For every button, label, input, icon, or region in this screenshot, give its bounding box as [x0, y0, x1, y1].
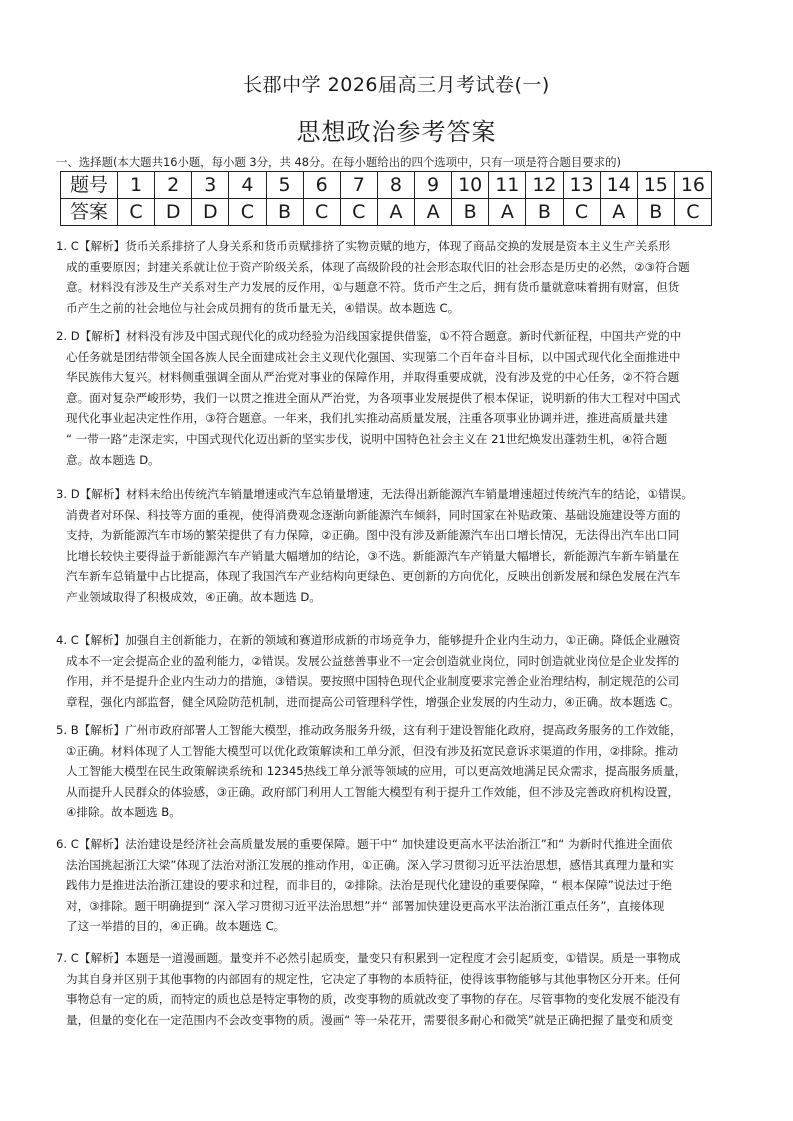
question-number: 8 [377, 172, 414, 199]
explanation-7 [56, 948, 742, 1030]
explanation-line: 对，③排除。题干明确提到“ 深入学习贯彻习近平法治思想”并“ 部署加快建设更高水平法治浙江重点任务”，直接体现 [66, 898, 665, 913]
explanation-line: ④排除。故本题选 B。 [66, 805, 181, 820]
explanation-line [56, 834, 742, 855]
explanation-text: C【解析】货币关系排挤了人身关系和货币贡赋排挤了实物贡赋的地方，体现了商品交换的发展是资本主义生产关系形 [70, 239, 671, 253]
explanation-4 [56, 630, 742, 712]
answer-cell: C [674, 199, 711, 226]
question-label: 3. [56, 487, 68, 501]
explanation-text: D【解析】材料没有涉及中国式现代化的成功经验为沿线国家提供借鉴，①不符合题意。新时代新征程，中国共产党的中 [70, 329, 682, 343]
explanation-line: 为其自身并区别于其他事物的内部固有的规定性，它决定了事物的本质特征，使得该事物能够与其他事物区分开来。任何 [66, 971, 681, 986]
row-label-answer: 答案 [61, 199, 118, 226]
explanation-line: 比增长较快主要得益于新能源汽车产销量大幅增加的结论，③不选。新能源汽车产销量大幅增长，新能源汽车新车销量在 [66, 548, 680, 563]
question-number: 2 [155, 172, 192, 199]
answer-cell: A [415, 199, 452, 226]
answer-cell: C [118, 199, 155, 226]
explanation-line: 币产生之前的社会地位与社会成员拥有的货币量无关，④错误。故本题选 C。 [66, 300, 460, 315]
answer-cell: C [563, 199, 600, 226]
explanation-line: 成本不一定会提高企业的盈利能力，②错误。发展公益慈善事业不一定会创造就业岗位，同时创造就业岗位是企业发挥的 [66, 653, 680, 668]
question-number: 5 [266, 172, 303, 199]
question-number: 3 [192, 172, 229, 199]
explanation-line: “ 一带一路”走深走实，中国式现代化迈出新的坚实步伐，说明中国特色社会主义在 21世纪焕发出蓬勃生机，④符合题 [66, 431, 668, 446]
question-number: 13 [563, 172, 600, 199]
question-label: 4. [56, 633, 68, 647]
explanation-line: 作用，并不是提升企业内生动力的措施，③错误。要按照中国特色现代企业制度要求完善企业治理结构，制定规范的公司 [66, 674, 680, 689]
explanation-line: 法治国挑起浙江大梁”体现了法治对浙江发展的推动作用，①正确。深入学习贯彻习近平法治思想，感悟其真理力量和实 [66, 857, 674, 872]
answer-cell: A [377, 199, 414, 226]
explanation-line [56, 948, 742, 969]
explanation-line: 章程，强化内部监督，健全风险防范机制，进而提高公司管理科学性，增强企业发展的内生动力，④正确。故本题选 C。 [66, 694, 680, 709]
explanation-text: C【解析】法治建设是经济社会高质量发展的重要保障。题干中“ 加快建设更高水平法治浙江”和“ 为新时代推进全面依 [70, 837, 673, 851]
answer-cell: B [452, 199, 489, 226]
question-label: 5. [56, 723, 68, 737]
question-number: 10 [452, 172, 489, 199]
explanation-line [56, 630, 742, 651]
explanation-line: 人工智能大模型在民生政策解读系统和 12345热线工单分派等领域的应用，可以更高效地满足民众需求，提高服务质量， [66, 764, 687, 779]
subject-title: 思想政治参考答案 [296, 118, 497, 146]
explanation-6 [56, 834, 742, 937]
row-label-number: 题号 [61, 172, 118, 199]
answer-cell: B [526, 199, 563, 226]
explanation-3 [56, 484, 742, 608]
answer-cell: C [229, 199, 266, 226]
answer-table [60, 171, 712, 226]
explanation-line: 意。故本题选 D。 [66, 452, 160, 467]
question-number: 15 [637, 172, 674, 199]
explanation-line: 消费者对环保、科技等方面的重视，使得消费观念逐渐向新能源汽车倾斜，同时国家在补贴政策、基础设施建设等方面的 [66, 507, 681, 522]
answer-cell: B [266, 199, 303, 226]
explanation-line [56, 326, 742, 347]
question-label: 2. [56, 329, 68, 343]
explanation-line: 了这一举措的目的，④正确。故本题选 C。 [66, 919, 286, 934]
answer-cell: B [637, 199, 674, 226]
question-number: 12 [526, 172, 563, 199]
explanation-line: 现代化事业起决定性作用，③符合题意。一年来，我们扎实推动高质量发展，注重各项事业协调并进，推进高质量共建 [66, 411, 668, 426]
explanation-line: 意。面对复杂严峻形势，我们一以贯之推进全面从严治党，为各项事业发展提供了根本保证，说明新的伟大工程对中国式 [66, 390, 681, 405]
explanation-line [56, 484, 742, 505]
question-number: 1 [118, 172, 155, 199]
question-number: 9 [415, 172, 452, 199]
explanation-2 [56, 326, 742, 470]
explanation-line: 量，但量的变化在一定范围内不会改变事物的质。漫画“ 等一朵花开，需要很多耐心和微笑”就是正确把握了量变和质变 [66, 1012, 673, 1027]
explanation-line: 事物总有一定的质，而特定的质也总是特定事物的质，改变事物的质就改变了事物的存在。尽管事物的变化发展不能没有 [66, 992, 681, 1007]
explanation-line: 践伟力是推进法治浙江建设的要求和过程，而非目的，②排除。法治是现代化建设的重要保障，“ 根本保障”说法过于绝 [66, 878, 672, 893]
explanation-line [56, 720, 742, 741]
explanation-line: 成的重要原因；封建关系就让位于资产阶级关系，体现了高级阶段的社会形态取代旧的社会形态是历史的必然，②③符合题 [66, 259, 690, 274]
explanation-line: ①正确。材料体现了人工智能大模型可以优化政策解读和工单分派，但没有涉及拓宽民意诉求渠道的作用，②排除。推动 [66, 743, 679, 758]
answer-cell: D [192, 199, 229, 226]
explanation-line: 心任务就是团结带领全国各族人民全面建成社会主义现代化强国、实现第二个百年奋斗目标，以中国式现代化全面推进中 [66, 349, 681, 364]
explanation-line [56, 236, 742, 257]
exam-title: 长郡中学 2026届高三月考试卷(一) [243, 74, 550, 96]
explanation-1 [56, 236, 742, 318]
question-number: 11 [489, 172, 526, 199]
answer-cell: C [303, 199, 340, 226]
question-label: 6. [56, 837, 68, 851]
answer-cell: C [340, 199, 377, 226]
answer-cell: A [600, 199, 637, 226]
answer-cell: D [155, 199, 192, 226]
explanation-text: D【解析】材料未给出传统汽车销量增速或汽车总销量增速，无法得出新能源汽车销量增速超过传统汽车的结论，①错误。 [70, 487, 693, 501]
question-number: 14 [600, 172, 637, 199]
question-number-row [61, 172, 712, 199]
explanation-text: B【解析】广州市政府部署人工智能大模型，推动政务服务升级，这有利于建设智能化政府，提高政务服务的工作效能， [70, 723, 682, 737]
question-number: 6 [303, 172, 340, 199]
explanation-text: C【解析】本题是一道漫画题。量变并不必然引起质变，量变只有积累到一定程度才会引起质变，①错误。质是一事物成 [70, 951, 681, 965]
explanation-text: C【解析】加强自主创新能力，在新的领域和赛道形成新的市场竞争力，能够提升企业内生动力，①正确。降低企业融资 [70, 633, 681, 647]
explanation-line: 汽车新车总销量中占比提高，体现了我国汽车产业结构向更绿色、更创新的方向优化，反映出创新发展和绿色发展在汽车 [66, 569, 681, 584]
section-heading: 一、选择题(本大题共16小题，每小题 3分，共 48分。在每小题给出的四个选项中，只有一项是符合题目要求的) [56, 155, 621, 169]
answer-cell: A [489, 199, 526, 226]
question-number: 16 [674, 172, 711, 199]
explanation-line: 意。材料没有涉及生产关系对生产力发展的反作用，①与题意不符。货币产生之后，拥有货币量就意味着拥有财富，但货 [66, 280, 680, 295]
question-number: 7 [340, 172, 377, 199]
explanation-line: 从而提升人民群众的体验感，③正确。政府部门利用人工智能大模型有利于提升工作效能，但不涉及完善政府机构设置， [66, 784, 680, 799]
explanation-line: 华民族伟大复兴。材料侧重强调全面从严治党对事业的保障作用，并取得重要成就，没有涉及党的中心任务，②不符合题 [66, 370, 680, 385]
question-label: 1. [56, 239, 68, 253]
answer-row [61, 199, 712, 226]
question-number: 4 [229, 172, 266, 199]
explanation-line: 产业领域取得了积极成效，④正确。故本题选 D。 [66, 589, 321, 604]
explanation-5 [56, 720, 742, 823]
question-label: 7. [56, 951, 68, 965]
explanation-line: 支持，为新能源汽车市场的繁荣提供了有力保障，②正确。图中没有涉及新能源汽车出口增长情况，无法得出汽车出口同 [66, 528, 680, 543]
